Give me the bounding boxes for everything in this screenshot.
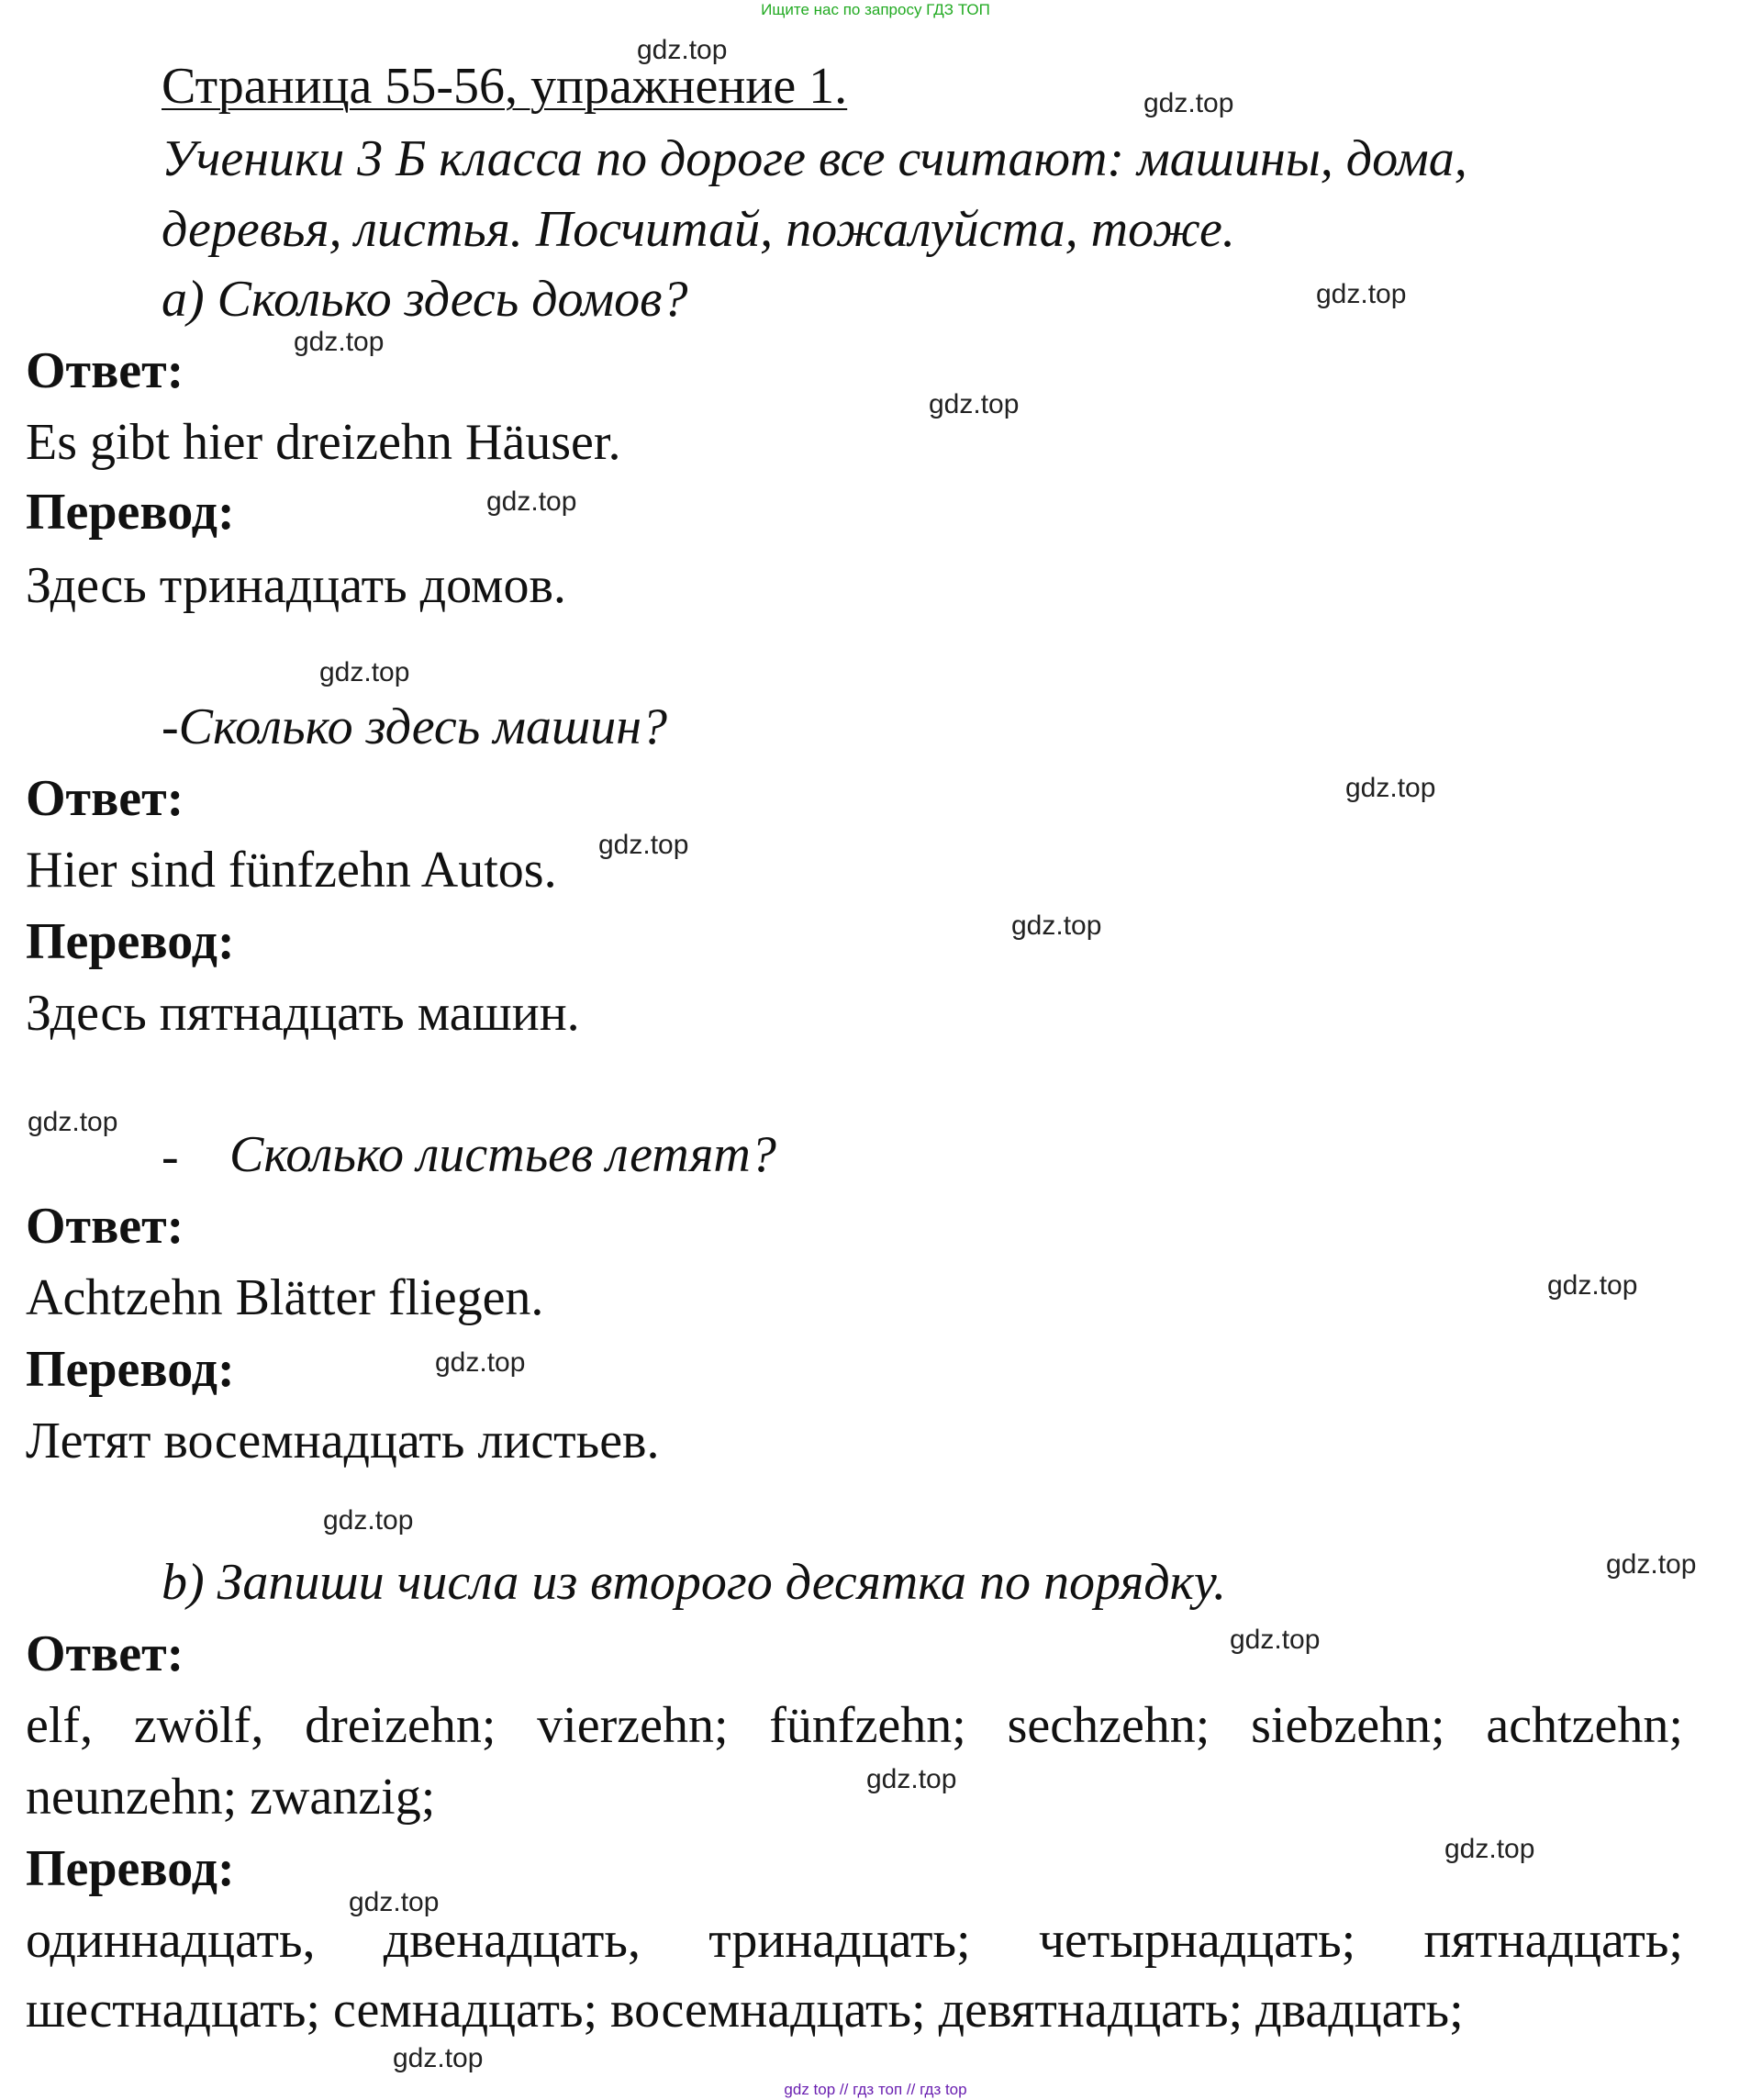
watermark: gdz.top <box>866 1764 957 1794</box>
watermark: gdz.top <box>294 327 385 357</box>
watermark: gdz.top <box>637 35 728 65</box>
watermark: gdz.top <box>1143 88 1234 118</box>
word: zwölf, <box>133 1697 264 1754</box>
answer-text: Hier sind fünfzehn Autos. <box>26 842 557 899</box>
answer-text: Achtzehn Blätter fliegen. <box>26 1269 544 1326</box>
answer-label: Ответ: <box>26 1625 184 1682</box>
question-leaves: Сколько листьев летят? <box>229 1126 776 1183</box>
top-banner: Ищите нас по запросу ГДЗ ТОП <box>761 1 990 18</box>
watermark: gdz.top <box>349 1887 440 1917</box>
word: пятнадцать; <box>1423 1912 1683 1969</box>
translation-text: Здесь тринадцать домов. <box>26 557 566 614</box>
translation-text-line-2: шестнадцать; семнадцать; восемнадцать; девятнадцать; двадцать; <box>26 1982 1464 2039</box>
translation-label: Перевод: <box>26 484 235 541</box>
watermark: gdz.top <box>28 1107 118 1137</box>
translation-text: Здесь пятнадцать машин. <box>26 985 580 1042</box>
word: одиннадцать, <box>26 1912 316 1969</box>
word: двенадцать, <box>383 1912 641 1969</box>
word: vierzehn; <box>537 1697 729 1754</box>
answer-text-line-2: neunzehn; zwanzig; <box>26 1769 436 1826</box>
watermark: gdz.top <box>1444 1834 1535 1864</box>
answer-label: Ответ: <box>26 342 184 399</box>
translation-label: Перевод: <box>26 1840 235 1897</box>
watermark: gdz.top <box>1316 279 1407 309</box>
word: dreizehn; <box>305 1697 496 1754</box>
word: четырнадцать; <box>1038 1912 1356 1969</box>
word: тринадцать; <box>708 1912 971 1969</box>
translation-text-line-1 <box>26 1912 1683 1969</box>
watermark: gdz.top <box>598 830 689 860</box>
translation-label: Перевод: <box>26 1341 235 1398</box>
answer-label: Ответ: <box>26 770 184 827</box>
question-houses: а) Сколько здесь домов? <box>162 271 688 328</box>
word: fünfzehn; <box>769 1697 966 1754</box>
word: achtzehn; <box>1486 1697 1683 1754</box>
footer: gdz top // гдз топ // гдз top <box>784 2081 967 2098</box>
word: sechzehn; <box>1007 1697 1210 1754</box>
intro-line-1: Ученики 3 Б класса по дороге все считают: машины, дома, <box>162 130 1467 187</box>
translation-label: Перевод: <box>26 913 235 970</box>
answer-text: Es gibt hier dreizehn Häuser. <box>26 414 621 471</box>
question-numbers: b) Запиши числа из второго десятка по порядку. <box>162 1554 1227 1611</box>
answer-label: Ответ: <box>26 1198 184 1255</box>
translation-text: Летят восемнадцать листьев. <box>26 1413 660 1469</box>
watermark: gdz.top <box>929 389 1020 419</box>
word: elf, <box>26 1697 94 1754</box>
watermark: gdz.top <box>435 1347 526 1378</box>
watermark: gdz.top <box>1011 910 1102 941</box>
watermark: gdz.top <box>1230 1625 1321 1655</box>
question-dash: - <box>162 1128 179 1185</box>
watermark: gdz.top <box>393 2043 484 2073</box>
word: siebzehn; <box>1251 1697 1445 1754</box>
answer-text-line-1 <box>26 1697 1683 1754</box>
watermark: gdz.top <box>1547 1270 1638 1301</box>
question-cars: -Сколько здесь машин? <box>162 698 668 755</box>
watermark: gdz.top <box>323 1505 414 1536</box>
intro-line-2: деревья, листья. Посчитай, пожалуйста, тоже. <box>162 201 1235 258</box>
page-title: Страница 55-56, упражнение 1. <box>162 58 848 115</box>
watermark: gdz.top <box>1606 1549 1697 1580</box>
watermark: gdz.top <box>1345 773 1436 803</box>
watermark: gdz.top <box>319 657 410 687</box>
watermark: gdz.top <box>486 486 577 517</box>
